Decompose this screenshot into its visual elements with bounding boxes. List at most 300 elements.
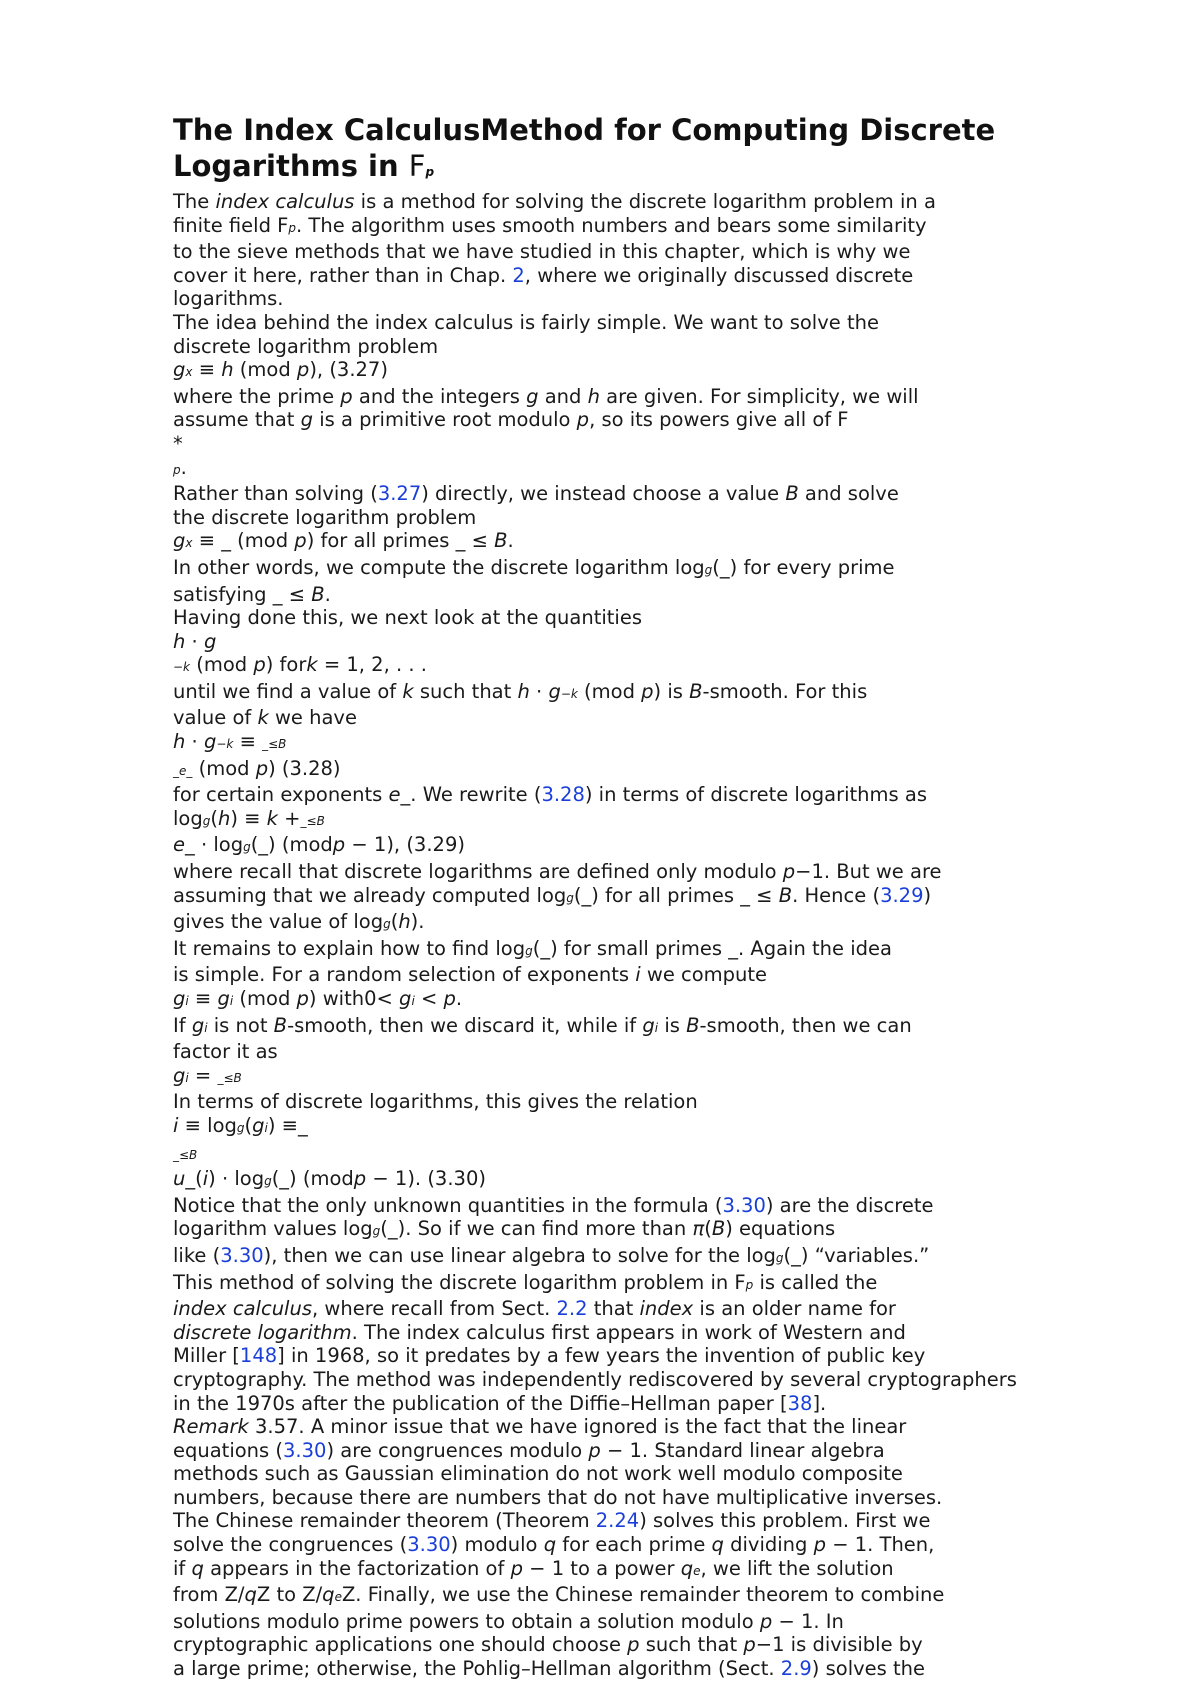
text-run: logarithms. — [173, 287, 284, 311]
italic-text: h — [217, 806, 231, 830]
text-run: ]. — [812, 1391, 827, 1415]
text-run: (_) “variables.” — [783, 1243, 930, 1267]
italic-text: π — [692, 1217, 705, 1241]
subscript-text: g — [525, 943, 533, 958]
italic-text: g — [173, 987, 186, 1010]
text-run: logarithm values log — [173, 1217, 373, 1241]
text-run: , we lift the solution — [700, 1556, 894, 1580]
text-run: ) directly, we instead choose a value — [421, 482, 786, 506]
text-run: < — [414, 987, 444, 1010]
italic-text: q — [711, 1533, 724, 1557]
cross-reference-link[interactable]: 2.24 — [595, 1509, 640, 1533]
italic-text: i — [202, 1167, 209, 1191]
text-run: This method of solving the discrete logarithm problem in F — [173, 1270, 746, 1294]
text-run: ) for all primes _ ≤ — [306, 529, 495, 553]
italic-text: p — [332, 833, 346, 857]
italic-text: g — [173, 358, 186, 382]
cross-reference-link[interactable]: 2.2 — [556, 1297, 588, 1321]
text-run: Having done this, we next look at the quantities — [173, 606, 642, 630]
subscript-text: i — [204, 1020, 208, 1035]
text-run: = — [188, 1063, 218, 1087]
text-run: − 1. Standard linear algebra — [600, 1438, 885, 1462]
text-line — [173, 910, 1073, 937]
text-run: . The index calculus first appears in work of Western and — [351, 1320, 906, 1344]
text-line — [173, 807, 1073, 834]
title-field-symbol: F — [408, 149, 426, 183]
cross-reference-link[interactable]: 3.27 — [377, 482, 422, 506]
italic-text: discrete logarithm — [173, 1320, 352, 1344]
text-line — [173, 1167, 1073, 1194]
subscript-text: −k — [216, 737, 234, 752]
subscript-text: g — [243, 840, 251, 855]
text-run: · — [529, 679, 549, 703]
text-run: factor it as — [173, 1040, 278, 1064]
text-line — [173, 653, 1073, 680]
text-run: appears in the factorization of — [203, 1556, 511, 1580]
subscript-text: e — [334, 1590, 342, 1605]
text-run: (_) for every prime — [712, 555, 895, 579]
subscript-text: x — [185, 536, 193, 551]
subscript-text: −k — [560, 686, 578, 701]
italic-text: p — [443, 987, 456, 1010]
text-line — [173, 1583, 1073, 1610]
italic-text: B — [311, 582, 325, 606]
italic-text: p — [813, 1533, 826, 1557]
text-line — [173, 1486, 1073, 1510]
text-line — [173, 482, 1073, 506]
title-field-subscript: p — [425, 165, 435, 179]
text-line — [173, 432, 1073, 456]
cross-reference-link[interactable]: 148 — [239, 1344, 278, 1368]
text-run: _( — [185, 1167, 203, 1191]
text-run: ≡ _ (mod — [192, 529, 295, 553]
subscript-text: _≤B — [300, 813, 325, 828]
text-run: for certain exponents — [173, 783, 389, 807]
text-run: _. We rewrite ( — [400, 783, 542, 807]
text-run: , so its powers give all of F — [589, 408, 849, 432]
text-run: finite field F — [173, 213, 289, 237]
text-run: cryptographic applications one should choose — [173, 1633, 628, 1657]
italic-text: k — [306, 653, 318, 677]
text-line — [173, 987, 1073, 1014]
italic-text: p — [353, 1167, 367, 1191]
cross-reference-link[interactable]: 3.30 — [407, 1533, 451, 1557]
text-line — [173, 937, 1073, 964]
cross-reference-link[interactable]: 38 — [787, 1391, 813, 1415]
text-line — [173, 1509, 1073, 1533]
text-run: In terms of discrete logarithms, this gives the relation — [173, 1090, 698, 1114]
italic-text: g — [191, 1013, 205, 1037]
text-run: ) (3.28) — [268, 756, 341, 780]
cross-reference-link[interactable]: 2 — [512, 263, 525, 287]
text-line — [173, 963, 1073, 987]
text-run: − 1), (3.29) — [345, 833, 465, 857]
text-run: discrete logarithm problem — [173, 334, 439, 358]
text-run: ) — [923, 883, 932, 907]
italic-text: g — [300, 408, 314, 432]
text-run: -smooth. For this — [702, 679, 868, 703]
italic-text: p — [627, 1633, 640, 1657]
body-text — [173, 190, 1073, 1681]
text-run: ) equations — [725, 1217, 836, 1241]
subscript-text: −k — [173, 660, 191, 675]
text-run: The idea behind the index calculus is fairly simple. We want to solve the — [173, 310, 879, 334]
text-run: , where we originally discussed discrete — [524, 263, 914, 287]
text-run: a large prime; otherwise, the Pohlig–Hellman algorithm (Sect. — [173, 1657, 781, 1681]
text-run: such that — [413, 679, 518, 703]
text-run: − 1. In — [772, 1609, 844, 1633]
italic-text: i — [635, 963, 641, 987]
text-run: (_) (mod — [271, 1167, 354, 1191]
text-run: to the sieve methods that we have studied in this chapter, which is why we — [173, 240, 911, 264]
subscript-text: i — [654, 1020, 659, 1035]
italic-text: h — [173, 730, 186, 754]
italic-text: index calculus — [215, 190, 355, 213]
italic-text: h — [173, 629, 186, 653]
text-run: is not — [207, 1013, 274, 1037]
cross-reference-link[interactable]: 3.30 — [283, 1438, 327, 1462]
text-run: (_) (mod — [250, 833, 333, 857]
italic-text: k — [266, 806, 278, 830]
italic-text: B — [686, 1013, 700, 1037]
text-run: . — [324, 582, 331, 606]
text-line — [173, 757, 1073, 784]
subscript-text: e — [693, 1563, 701, 1578]
italic-text: B — [711, 1217, 726, 1241]
text-run: . — [455, 987, 463, 1010]
text-run: (_) for small primes _. Again the idea — [532, 936, 892, 960]
subscript-text: g — [372, 1224, 381, 1239]
text-run: satisfying _ ≤ — [173, 582, 312, 606]
text-run: The Chinese remainder theorem (Theorem — [173, 1509, 596, 1533]
text-run: ) are congruences modulo — [326, 1438, 589, 1462]
text-line — [173, 1014, 1073, 1041]
text-run: like ( — [173, 1243, 221, 1267]
text-run: If — [173, 1013, 192, 1037]
text-run: until we find a value of — [173, 679, 403, 703]
text-run: ) are the discrete — [765, 1193, 934, 1217]
text-line — [173, 1114, 1073, 1141]
italic-text: p — [759, 1609, 773, 1633]
subscript-text: p — [745, 1277, 754, 1292]
text-run: ) solves this problem. First we — [639, 1509, 931, 1533]
text-line — [173, 287, 1073, 311]
text-run: for each prime — [556, 1533, 712, 1557]
text-run: ) solves the — [811, 1657, 926, 1681]
text-line — [173, 1040, 1073, 1064]
italic-text: g — [173, 529, 186, 553]
text-run: _ · log — [185, 833, 244, 857]
text-run: ) ≡ — [230, 806, 267, 830]
text-line — [173, 556, 1073, 583]
subscript-text: i — [185, 1070, 189, 1085]
text-run: Z to Z/ — [256, 1583, 323, 1607]
italic-text: p — [743, 1633, 756, 1657]
text-line — [173, 706, 1073, 730]
text-run: ≡ — [192, 358, 222, 382]
subscript-text: i — [229, 994, 234, 1008]
text-run: , where recall from Sect. — [312, 1297, 557, 1321]
italic-text: B — [273, 1013, 288, 1037]
subscript-text: i — [264, 1120, 268, 1135]
italic-text: e — [173, 833, 185, 857]
text-line — [173, 1439, 1073, 1463]
text-line — [173, 1217, 1073, 1244]
italic-text: h — [221, 358, 234, 382]
text-run: ) with0< — [308, 987, 400, 1010]
italic-text: q — [680, 1556, 694, 1580]
text-line — [173, 1533, 1073, 1557]
italic-text: p — [340, 384, 353, 408]
subscript-text: p — [173, 462, 181, 477]
italic-text: p — [510, 1556, 523, 1580]
text-line — [173, 1271, 1073, 1298]
text-run: ) is — [653, 679, 690, 703]
italic-text: g — [203, 730, 217, 754]
italic-text: h — [517, 679, 530, 703]
subscript-text: g — [566, 890, 574, 905]
italic-text: k — [257, 706, 269, 730]
text-run: (mod — [192, 756, 256, 780]
italic-text: p — [641, 679, 654, 703]
text-run: Miller [ — [173, 1344, 240, 1368]
text-run: dividing — [723, 1533, 814, 1557]
italic-text: q — [543, 1533, 557, 1557]
text-run: . — [507, 529, 514, 553]
text-run: ] in 1968, so it predates by a few years the invention of public key — [277, 1344, 926, 1368]
text-line — [173, 630, 1073, 654]
text-run: solutions modulo prime powers to obtain a solution modulo — [173, 1609, 760, 1633]
text-line — [173, 385, 1073, 409]
italic-text: p — [782, 860, 796, 884]
text-run: that — [587, 1297, 640, 1321]
text-run: -smooth, then we discard it, while if — [287, 1013, 643, 1037]
italic-text: q — [322, 1583, 335, 1607]
text-run: in the 1970s after the publication of the Diffie–Hellman paper [ — [173, 1391, 788, 1415]
text-run: (_). So if we can find more than — [380, 1217, 693, 1241]
title-line-2: Logarithms in — [173, 149, 409, 183]
text-run: from Z/ — [173, 1583, 245, 1607]
text-line — [173, 506, 1073, 530]
text-line — [173, 860, 1073, 884]
text-run: assuming that we already computed log — [173, 883, 567, 907]
text-run: cryptography. The method was independently rediscovered by several cryptographers — [173, 1367, 1017, 1391]
italic-text: q — [191, 1556, 204, 1580]
italic-text: B — [778, 883, 793, 907]
text-run: such that — [639, 1633, 744, 1657]
subscript-text: g — [202, 813, 211, 828]
italic-text: p — [296, 987, 309, 1010]
subscript-text: g — [775, 1250, 784, 1265]
text-run: Notice that the only unknown quantities in the formula ( — [173, 1193, 723, 1217]
text-run: ), (3.27) — [309, 358, 388, 382]
text-run: the discrete logarithm problem — [173, 505, 477, 529]
text-run: where the prime — [173, 384, 341, 408]
subscript-text: g — [264, 1174, 272, 1189]
text-run: equations ( — [173, 1438, 284, 1462]
text-run: methods such as Gaussian elimination do not work well modulo composite — [173, 1462, 903, 1486]
text-line — [173, 1194, 1073, 1218]
text-line — [173, 1141, 1073, 1168]
subscript-text: i — [411, 994, 415, 1008]
text-run: 3.57. A minor issue that we have ignored is the fact that the linear — [248, 1415, 907, 1439]
text-run: . Hence ( — [792, 883, 881, 907]
text-run: − 1). (3.30) — [366, 1167, 486, 1191]
text-run: ( — [210, 806, 218, 830]
text-line — [173, 1297, 1073, 1321]
text-run: and the integers — [352, 384, 527, 408]
text-line — [173, 358, 1073, 385]
italic-text: B — [689, 679, 703, 703]
text-run: − 1 to a power — [522, 1556, 681, 1580]
text-line — [173, 1368, 1073, 1392]
italic-text: p — [296, 358, 310, 382]
text-run: ), then we can use linear algebra to solve for the log — [263, 1243, 776, 1267]
text-run: ) · log — [208, 1167, 265, 1191]
text-run: cover it here, rather than in Chap. — [173, 263, 513, 287]
text-run: is an older name for — [693, 1297, 896, 1321]
text-run: ) ≡_ — [267, 1113, 308, 1137]
italic-text: e — [388, 783, 401, 807]
italic-text: k — [402, 679, 414, 703]
cross-reference-link[interactable]: 3.28 — [541, 783, 585, 807]
italic-text: p — [294, 529, 307, 553]
text-line — [173, 1090, 1073, 1114]
text-run: ) modulo — [450, 1533, 544, 1557]
text-line — [173, 335, 1073, 359]
text-run: ) for — [265, 653, 307, 677]
document-page — [173, 112, 1073, 1681]
page-title — [173, 112, 1073, 190]
text-run: if — [173, 1556, 192, 1580]
text-line — [173, 264, 1073, 288]
text-line — [173, 833, 1073, 860]
italic-text: g — [642, 1013, 655, 1037]
italic-text: g — [217, 987, 230, 1010]
text-line — [173, 1064, 1073, 1091]
text-run: is called the — [753, 1270, 878, 1294]
text-run: * — [173, 431, 183, 455]
subscript-text: _≤B — [262, 737, 287, 752]
text-run: is a method for solving the discrete logarithm problem in a — [354, 190, 936, 213]
text-line — [173, 456, 1073, 483]
text-run: and — [538, 384, 588, 408]
text-run: ) in terms of discrete logarithms as — [584, 783, 928, 807]
text-line — [173, 1415, 1073, 1439]
italic-text: g — [399, 987, 412, 1010]
text-line — [173, 1344, 1073, 1368]
text-run: ≡ log — [178, 1113, 237, 1137]
italic-text: g — [203, 629, 217, 653]
italic-text: h — [398, 910, 411, 934]
cross-reference-link[interactable]: 3.30 — [722, 1193, 766, 1217]
italic-text: index — [639, 1297, 694, 1321]
text-run: It remains to explain how to find log — [173, 936, 526, 960]
text-run: − 1. Then, — [826, 1533, 935, 1557]
text-line — [173, 1610, 1073, 1634]
italic-text: B — [785, 482, 799, 506]
text-run: Z. Finally, we use the Chinese remainder theorem to combine — [341, 1583, 945, 1607]
italic-text: g — [173, 1063, 186, 1087]
text-run: −1 is divisible by — [755, 1633, 923, 1657]
text-run: ( — [704, 1217, 712, 1241]
text-run: Rather than solving ( — [173, 482, 378, 506]
italic-text: i — [173, 1113, 179, 1137]
italic-text: B — [494, 529, 508, 553]
text-line — [173, 730, 1073, 757]
text-line — [173, 190, 1073, 214]
italic-text: index calculus — [173, 1297, 312, 1321]
subscript-text: _≤B — [173, 1147, 198, 1162]
text-line — [173, 1462, 1073, 1486]
italic-text: Remark — [173, 1415, 249, 1439]
text-line — [173, 1392, 1073, 1416]
text-run: numbers, because there are numbers that do not have multiplicative inverses. — [173, 1485, 943, 1509]
italic-text: q — [244, 1583, 257, 1607]
subscript-text: g — [704, 562, 713, 577]
text-run: ( — [244, 1113, 253, 1137]
italic-text: g — [252, 1113, 265, 1137]
text-line — [173, 680, 1073, 707]
title-line-1: The Index CalculusMethod for Computing Discrete — [173, 113, 996, 147]
text-line — [173, 311, 1073, 335]
italic-text: p — [588, 1438, 601, 1462]
subscript-text: _≤B — [217, 1070, 242, 1085]
text-run: we have — [268, 706, 357, 730]
text-run: · — [185, 629, 204, 653]
text-run: + — [277, 806, 301, 830]
text-run: is simple. For a random selection of exponents — [173, 963, 636, 987]
text-run: assume that — [173, 408, 301, 432]
cross-reference-link[interactable]: 2.9 — [780, 1657, 812, 1681]
italic-text: p — [255, 756, 269, 780]
text-line — [173, 1633, 1073, 1657]
text-run: and solve — [798, 482, 899, 506]
italic-text: g — [526, 384, 539, 408]
text-run: ≡ — [188, 987, 218, 1010]
subscript-text: g — [383, 917, 391, 932]
text-line — [173, 240, 1073, 264]
text-run: (_) for all primes _ ≤ — [573, 883, 779, 907]
text-run: . — [180, 455, 187, 479]
text-run: In other words, we compute the discrete logarithm log — [173, 555, 705, 579]
cross-reference-link[interactable]: 3.30 — [220, 1243, 264, 1267]
cross-reference-link[interactable]: 3.29 — [880, 883, 924, 907]
subscript-text: i — [185, 994, 189, 1008]
text-line — [173, 529, 1073, 556]
text-line — [173, 408, 1073, 432]
text-line — [173, 783, 1073, 807]
text-run: gives the value of log — [173, 910, 384, 934]
text-line — [173, 1557, 1073, 1584]
subscript-text: g — [236, 1120, 245, 1135]
italic-text: h — [587, 384, 600, 408]
text-run: (mod — [233, 358, 297, 382]
text-line — [173, 606, 1073, 630]
text-run: (mod — [577, 679, 642, 703]
text-run: ). — [410, 910, 425, 934]
text-run: The — [173, 190, 216, 213]
text-line — [173, 1244, 1073, 1271]
italic-text: u — [173, 1167, 186, 1191]
text-run: . The algorithm uses smooth numbers and bears some similarity — [296, 213, 927, 237]
italic-text: p — [576, 408, 590, 432]
text-run: -smooth, then we can — [699, 1013, 912, 1037]
text-run: we compute — [640, 963, 768, 987]
text-run: · — [185, 730, 204, 754]
text-line — [173, 1657, 1073, 1681]
subscript-text: _e_ — [173, 763, 193, 778]
